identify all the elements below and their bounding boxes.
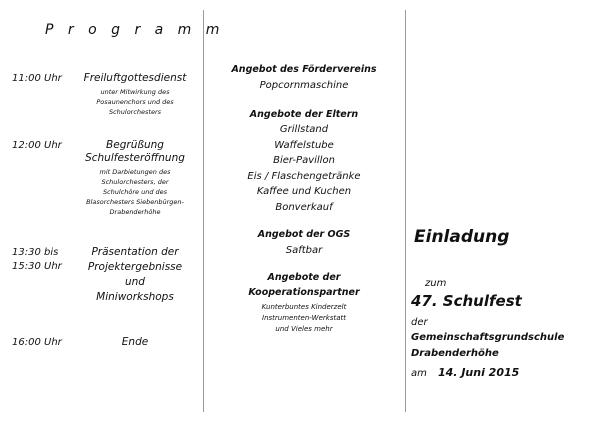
event-title: Projektergebnisse <box>87 261 183 273</box>
event-title: Schulfesteröffnung <box>85 152 185 164</box>
event-detail: Schulchöre und des <box>102 188 168 196</box>
offer-item: Eis / Flaschengetränke <box>247 170 361 182</box>
invitation-event: 47. Schulfest <box>411 292 522 310</box>
invitation-school-name: Gemeinschaftsgrundschule <box>411 332 565 343</box>
offer-item: Popcornmaschine <box>259 80 349 91</box>
event-title: Präsentation der <box>91 246 179 258</box>
offer-item: Bonverkauf <box>275 201 333 213</box>
invitation-title: Einladung <box>414 227 510 247</box>
event-detail: mit Darbietungen des <box>99 168 171 176</box>
event-time: 12:00 Uhr <box>12 140 62 151</box>
invitation-der: der <box>411 317 428 328</box>
event-title: Freiluftgottesdienst <box>83 72 187 84</box>
invitation-date: 14. Juni 2015 <box>438 366 520 379</box>
offer-item: Instrumenten-Werkstatt <box>262 314 346 322</box>
offer-heading-eltern: Angebote der Eltern <box>249 109 359 120</box>
offer-item: Saftbar <box>285 245 323 256</box>
fold-line-right <box>405 10 406 412</box>
event-time: 16:00 Uhr <box>12 337 62 348</box>
program-title: P r o g r a m m <box>45 22 225 38</box>
event-time-end: 15:30 Uhr <box>12 261 62 272</box>
offer-heading-ogs: Angebot der OGS <box>257 229 351 240</box>
event-detail: unter Mitwirkung des <box>100 88 170 96</box>
offer-item: Bier-Pavillon <box>273 155 335 166</box>
event-time: 13:30 bis <box>12 247 59 258</box>
offer-heading-partner: Angebote der <box>267 272 341 283</box>
offer-heading-foerderverein: Angebot des Fördervereins <box>231 64 377 75</box>
offer-item: Kaffee und Kuchen <box>256 186 352 197</box>
event-detail: Schulorchesters <box>108 108 162 116</box>
event-detail: Blasorchesters Siebenbürgen- <box>86 198 184 206</box>
event-detail: Drabenderhöhe <box>109 208 161 216</box>
invitation-am: am <box>411 368 427 379</box>
offer-item: Grillstand <box>279 124 329 135</box>
invitation-zum: zum <box>425 278 447 289</box>
offer-item: und Vieles mehr <box>275 325 333 333</box>
event-title: Begrüßung <box>106 139 164 151</box>
offer-item: Waffelstube <box>274 139 334 151</box>
offer-heading-partner: Kooperationspartner <box>248 287 360 298</box>
invitation-school-place: Drabenderhöhe <box>411 348 499 359</box>
event-title: und <box>125 276 145 288</box>
event-title: Ende <box>121 336 149 348</box>
event-title: Miniworkshops <box>96 291 174 303</box>
event-time: 11:00 Uhr <box>12 73 62 84</box>
offer-item: Kunterbuntes Kinderzelt <box>261 303 347 311</box>
event-detail: Schulorchesters, der <box>101 178 169 186</box>
event-detail: Posaunenchors und des <box>96 98 174 106</box>
